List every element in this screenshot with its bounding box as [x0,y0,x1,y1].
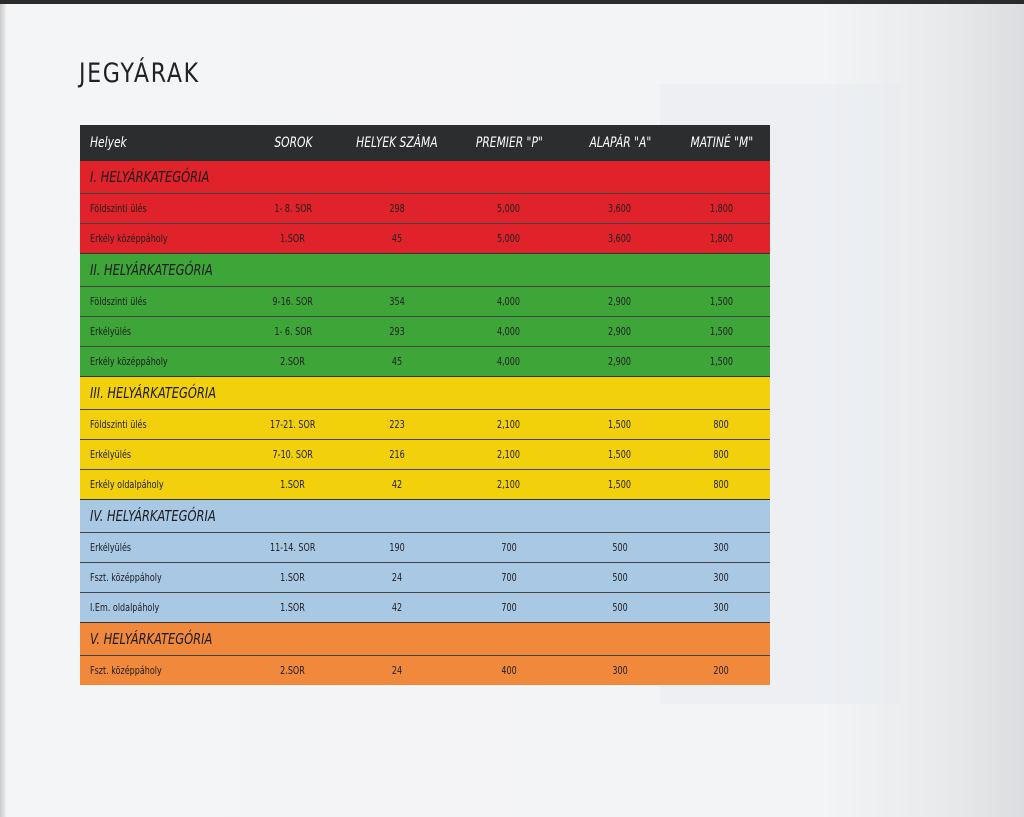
cell-place: Erkély középpáholy [80,224,243,254]
category-row [80,377,770,410]
category-row [80,254,770,287]
cell-base-price: 3,600 [567,194,673,224]
cell-base-price: 1,500 [567,440,673,470]
cell-rows: 17-21. SOR [243,410,343,440]
table-row [80,656,770,686]
table-row [80,563,770,593]
cell-base-price: 3,600 [567,224,673,254]
cell-base-price: 2,900 [567,347,673,377]
cell-seat-count: 42 [343,593,451,623]
header-rows: SOROK [243,125,343,161]
cell-premier: 5,000 [451,194,567,224]
cell-premier: 2,100 [451,440,567,470]
cell-place: Földszinti ülés [80,194,243,224]
cell-seat-count: 293 [343,317,451,347]
table-row [80,287,770,317]
table-body [80,161,770,685]
cell-premier: 700 [451,593,567,623]
cell-place: I.Em. oldalpáholy [80,593,243,623]
category-name: I. HELYÁRKATEGÓRIA [80,161,770,194]
cell-rows: 2.SOR [243,656,343,686]
header-matinee: MATINÉ "M" [673,125,770,161]
cell-matinee: 1,800 [673,224,770,254]
cell-matinee: 1,800 [673,194,770,224]
cell-matinee: 800 [673,470,770,500]
cell-place: Erkélyülés [80,533,243,563]
category-row [80,500,770,533]
table-row [80,194,770,224]
cell-seat-count: 42 [343,470,451,500]
cell-premier: 4,000 [451,317,567,347]
cell-base-price: 300 [567,656,673,686]
cell-place: Erkélyülés [80,440,243,470]
cell-rows: 1.SOR [243,224,343,254]
cell-seat-count: 45 [343,224,451,254]
table-row [80,533,770,563]
header-premier: PREMIER "P" [451,125,567,161]
table-row [80,593,770,623]
cell-place: Földszinti ülés [80,287,243,317]
cell-seat-count: 354 [343,287,451,317]
cell-matinee: 800 [673,440,770,470]
header-seat-count: HELYEK SZÁMA [343,125,451,161]
cell-rows: 1.SOR [243,470,343,500]
cell-premier: 5,000 [451,224,567,254]
table-row [80,410,770,440]
cell-premier: 700 [451,533,567,563]
cell-seat-count: 190 [343,533,451,563]
table-row [80,440,770,470]
cell-matinee: 200 [673,656,770,686]
category-row [80,623,770,656]
header-base-price: ALAPÁR "A" [567,125,673,161]
cell-place: Fszt. középpáholy [80,563,243,593]
category-name: III. HELYÁRKATEGÓRIA [80,377,770,410]
header-places: Helyek [80,125,243,161]
page-title: JEGYÁRAK [79,58,200,89]
page-edge [0,4,6,817]
cell-base-price: 500 [567,563,673,593]
cell-rows: 1- 6. SOR [243,317,343,347]
table-row [80,347,770,377]
cell-matinee: 300 [673,563,770,593]
cell-premier: 2,100 [451,410,567,440]
cell-place: Erkély oldalpáholy [80,470,243,500]
cell-rows: 1.SOR [243,563,343,593]
cell-rows: 11-14. SOR [243,533,343,563]
category-name: V. HELYÁRKATEGÓRIA [80,623,770,656]
cell-base-price: 1,500 [567,410,673,440]
cell-matinee: 800 [673,410,770,440]
category-name: II. HELYÁRKATEGÓRIA [80,254,770,287]
cell-place: Erkélyülés [80,317,243,347]
header-row [80,125,770,161]
cell-rows: 7-10. SOR [243,440,343,470]
cell-base-price: 2,900 [567,317,673,347]
table-row [80,317,770,347]
cell-base-price: 1,500 [567,470,673,500]
price-table [80,125,770,685]
cell-matinee: 1,500 [673,347,770,377]
cell-rows: 1.SOR [243,593,343,623]
cell-premier: 2,100 [451,470,567,500]
cell-place: Földszinti ülés [80,410,243,440]
category-row [80,161,770,194]
cell-seat-count: 298 [343,194,451,224]
cell-seat-count: 216 [343,440,451,470]
cell-base-price: 500 [567,593,673,623]
cell-base-price: 2,900 [567,287,673,317]
cell-premier: 4,000 [451,287,567,317]
category-name: IV. HELYÁRKATEGÓRIA [80,500,770,533]
cell-seat-count: 24 [343,656,451,686]
cell-premier: 400 [451,656,567,686]
cell-seat-count: 223 [343,410,451,440]
cell-place: Erkély középpáholy [80,347,243,377]
cell-base-price: 500 [567,533,673,563]
cell-premier: 4,000 [451,347,567,377]
cell-matinee: 300 [673,593,770,623]
cell-seat-count: 45 [343,347,451,377]
cell-rows: 9-16. SOR [243,287,343,317]
cell-rows: 1- 8. SOR [243,194,343,224]
cell-rows: 2.SOR [243,347,343,377]
cell-premier: 700 [451,563,567,593]
table-row [80,470,770,500]
cell-place: Fszt. középpáholy [80,656,243,686]
cell-matinee: 1,500 [673,317,770,347]
cell-matinee: 300 [673,533,770,563]
cell-matinee: 1,500 [673,287,770,317]
table-row [80,224,770,254]
cell-seat-count: 24 [343,563,451,593]
